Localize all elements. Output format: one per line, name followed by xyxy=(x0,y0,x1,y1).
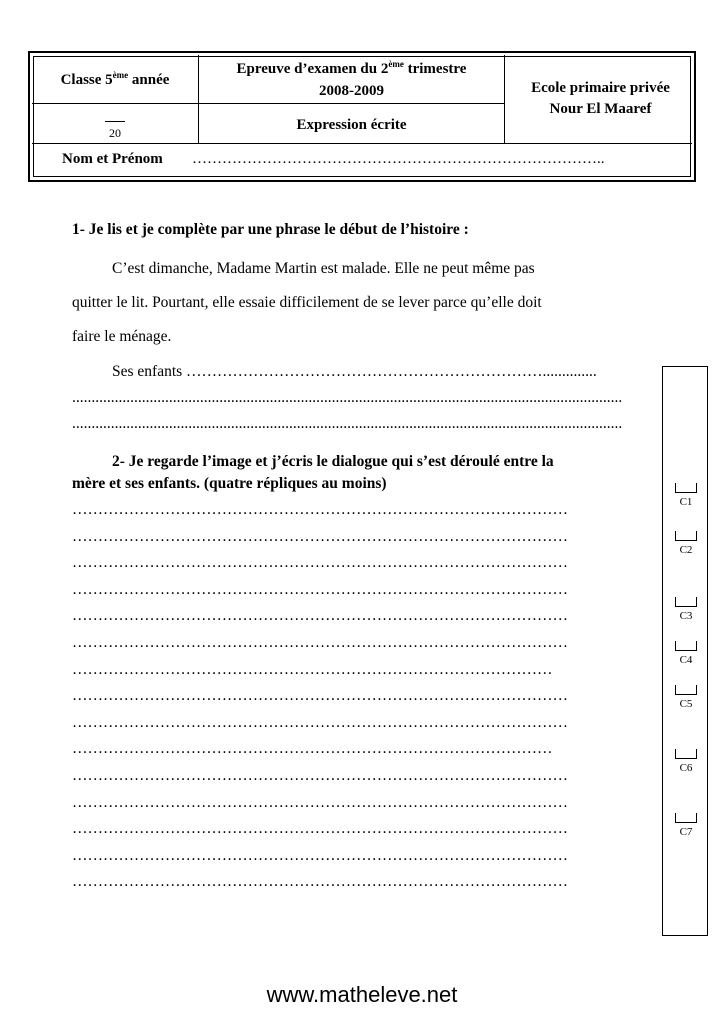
dialogue-answer-line[interactable]: …………………………………………………………………………………… xyxy=(72,527,568,545)
dialogue-answer-line[interactable]: …………………………………………………………………………………… xyxy=(72,820,568,838)
score-fraction-bar xyxy=(105,121,125,122)
criterion-label: C1 xyxy=(679,496,693,508)
section2-heading: 2- Je regarde l’image et j’écris le dialogue qui s’est déroulé entre la xyxy=(112,453,554,470)
section1-text-line: C’est dimanche, Madame Martin est malade. Elle ne peut même pas xyxy=(112,260,535,277)
criterion-label: C4 xyxy=(679,654,693,666)
name-field[interactable]: ……………………………………………………………………….. xyxy=(192,151,605,167)
section1-prompt[interactable]: Ses enfants …………………………………………………………….............. xyxy=(112,363,597,380)
exam-title: Epreuve d’examen du 2ème trimestre xyxy=(236,59,467,77)
criterion-score-box[interactable] xyxy=(675,813,697,823)
dialogue-answer-line[interactable]: …………………………………………………………………………………… xyxy=(72,580,568,598)
criterion-label: C7 xyxy=(679,826,693,838)
section1-text-line: quitter le lit. Pourtant, elle essaie difficilement de se lever parce qu’elle doit xyxy=(72,294,542,311)
dialogue-answer-line[interactable]: …………………………………………………………………………………… xyxy=(72,607,568,625)
dialogue-answer-line[interactable]: …………………………………………………………………………………… xyxy=(72,634,568,651)
header-divider-2 xyxy=(504,55,505,143)
dialogue-answer-line[interactable]: ………………………………………………………………………………… xyxy=(72,740,553,758)
criterion-label: C6 xyxy=(679,762,693,774)
dialogue-answer-line[interactable]: …………………………………………………………………………………… xyxy=(72,713,568,731)
dialogue-answer-line[interactable]: …………………………………………………………………………………… xyxy=(72,687,568,705)
website-footer: www.matheleve.net xyxy=(266,982,458,1007)
subject-label: Expression écrite xyxy=(296,117,407,133)
school-name-line1: Ecole primaire privée xyxy=(531,80,670,96)
dialogue-answer-line[interactable]: …………………………………………………………………………………… xyxy=(72,846,568,864)
criterion-label: C3 xyxy=(679,610,693,622)
criterion-label: C2 xyxy=(679,544,693,556)
section1-text-line: faire le ménage. xyxy=(72,328,172,345)
criterion-label: C5 xyxy=(679,698,693,710)
criterion-score-box[interactable] xyxy=(675,483,697,493)
score-denominator: 20 xyxy=(109,126,121,140)
section2-heading-line2: mère et ses enfants. (quatre répliques au moins) xyxy=(72,475,387,492)
name-label: Nom et Prénom xyxy=(62,151,163,167)
dialogue-answer-line[interactable]: …………………………………………………………………………………… xyxy=(72,793,568,811)
section1-answer-line[interactable]: .............................................................................................................................................. xyxy=(72,415,623,432)
header-name-divider xyxy=(32,143,692,144)
criterion-score-box[interactable] xyxy=(675,641,697,651)
dialogue-answer-line[interactable]: ………………………………………………………………………………… xyxy=(72,660,553,678)
grading-box xyxy=(662,366,708,936)
criterion-score-box[interactable] xyxy=(675,531,697,541)
dialogue-answer-line[interactable]: …………………………………………………………………………………… xyxy=(72,501,568,518)
school-year: 2008-2009 xyxy=(319,83,384,99)
criterion-score-box[interactable] xyxy=(675,597,697,607)
class-label: Classe 5ème année xyxy=(60,70,170,88)
header-row-divider xyxy=(32,103,504,104)
school-name-line2: Nour El Maaref xyxy=(549,101,652,117)
section1-heading: 1- Je lis et je complète par une phrase le début de l’histoire : xyxy=(72,221,469,238)
section1-answer-line[interactable]: .............................................................................................................................................. xyxy=(72,389,623,406)
criterion-score-box[interactable] xyxy=(675,685,697,695)
dialogue-answer-line[interactable]: …………………………………………………………………………………… xyxy=(72,873,568,891)
dialogue-answer-line[interactable]: …………………………………………………………………………………… xyxy=(72,554,568,572)
criterion-score-box[interactable] xyxy=(675,749,697,759)
dialogue-answer-line[interactable]: …………………………………………………………………………………… xyxy=(72,767,568,784)
